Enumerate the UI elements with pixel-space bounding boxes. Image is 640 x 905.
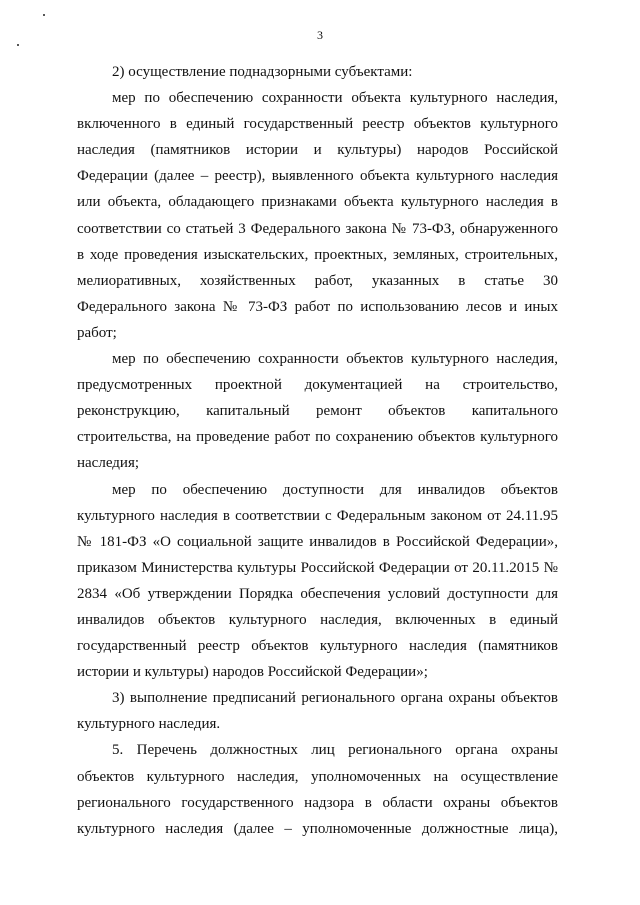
paragraph-item-3: 3) выполнение предписаний регионального органа охраны объектов культурного наследия. (77, 690, 558, 733)
paragraph-measures-construction: мер по обеспечению сохранности объектов культурного наследия, предусмотренных проектной документацией на строительство, реконструкцию, капитальный ремонт объектов капитального строительства, на проведение работ по сохранению объектов культурного наследия; (77, 351, 558, 472)
page-number: 3 (317, 28, 323, 42)
paragraph-measures-accessibility: мер по обеспечению доступности для инвалидов объектов культурного наследия в соответствии с Федеральным законом от 24.11.95 № 181-ФЗ «О социальной защите инвалидов в Российской Федерации», приказом Министерства культуры Российской Федерации от 20.11.2015 № 2834 «Об утверждении Порядка обеспечения условий доступности для инвалидов объектов культурного наследия, включенных в единый государственный реестр объектов культурного наследия (памятников истории и культуры) народов Российской Федерации»; (77, 481, 558, 681)
scan-speck (17, 44, 19, 46)
scan-speck (43, 14, 45, 16)
document-body (77, 59, 558, 842)
paragraph-section-5: 5. Перечень должностных лиц регионального органа охраны объектов культурного наследия, уполномоченных на осуществление регионального государственного надзора в области охраны объектов культурного наследия (далее – уполномоченные должностные лица), (77, 742, 558, 837)
paragraph-item-2: 2) осуществление поднадзорными субъектами: (112, 64, 413, 80)
paragraph-measures-preservation: мер по обеспечению сохранности объекта культурного наследия, включенного в единый государственный реестр объектов культурного наследия (памятников истории и культуры) народов Российской Федерации (далее – реестр), выявленного объекта культурного наследия или объекта, обладающего признаками объекта культурного наследия в соответствии со статьей 3 Федерального закона № 73-ФЗ, обнаруженного в ходе проведения изыскательских, проектных, земляных, строительных, мелиоративных, хозяйственных работ, указанных в статье 30 Федерального закона № 73-ФЗ работ по использованию лесов и иных работ; (77, 90, 558, 341)
